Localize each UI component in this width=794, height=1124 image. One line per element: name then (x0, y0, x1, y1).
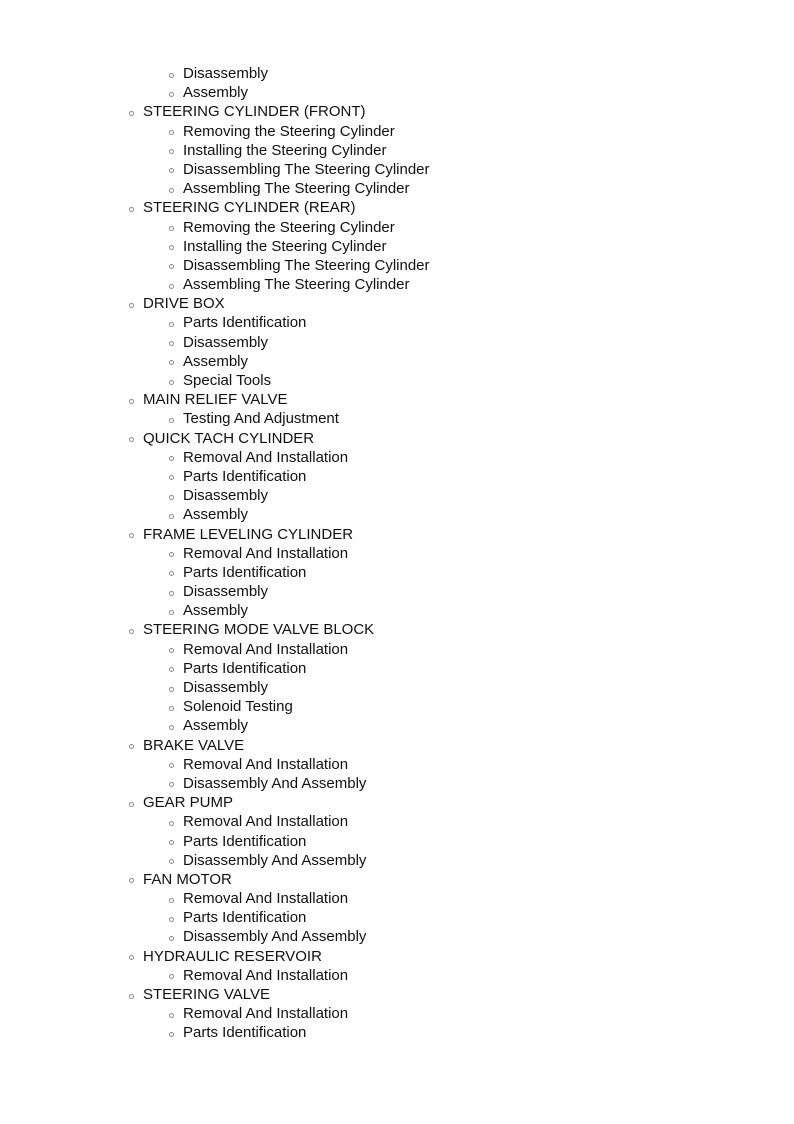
toc-item-label: Assembly (183, 352, 249, 370)
bullet-icon (169, 149, 174, 154)
toc-item-label: Assembly (183, 717, 249, 735)
bullet-icon (169, 380, 174, 385)
bullet-icon (169, 360, 174, 365)
bullet-icon (129, 111, 134, 116)
toc-subsection[interactable] (0, 601, 794, 620)
toc-section[interactable] (0, 736, 794, 755)
toc-item-label: Parts Identification (183, 563, 307, 581)
toc-item-label: Assembly (183, 84, 249, 102)
toc-item-label: Disassembly And Assembly (183, 774, 367, 792)
toc-item-label: Assembly (183, 602, 249, 620)
toc-subsection[interactable] (0, 275, 794, 294)
bullet-icon (129, 629, 134, 634)
toc-item-label: Disassembly (183, 65, 269, 82)
toc-item-label: Disassembly (183, 679, 269, 696)
toc-section[interactable] (0, 198, 794, 217)
toc-section[interactable] (0, 985, 794, 1004)
toc-item-label: Disassembling The Steering Cylinder (183, 160, 430, 178)
bullet-icon (169, 418, 174, 423)
toc-subsection[interactable] (0, 218, 794, 237)
toc-subsection[interactable] (0, 64, 794, 83)
bullet-icon (169, 974, 174, 979)
toc-section[interactable] (0, 870, 794, 889)
toc-item-label: HYDRAULIC RESERVOIR (143, 947, 322, 965)
toc-item-label: FRAME LEVELING CYLINDER (143, 525, 354, 543)
toc-item-label: BRAKE VALVE (143, 736, 245, 754)
toc-item-label: Removal And Installation (183, 755, 349, 773)
bullet-icon (169, 552, 174, 557)
toc-item-label: Removal And Installation (183, 813, 349, 831)
toc-item-label: Installing the Steering Cylinder (183, 141, 387, 159)
toc-subsection[interactable] (0, 851, 794, 870)
toc-subsection[interactable] (0, 160, 794, 179)
toc-subsection[interactable] (0, 774, 794, 793)
bullet-icon (129, 399, 134, 404)
bullet-icon (169, 264, 174, 269)
toc-subsection[interactable] (0, 352, 794, 371)
toc-item-label: Installing the Steering Cylinder (183, 237, 387, 255)
toc-subsection[interactable] (0, 256, 794, 275)
toc-subsection[interactable] (0, 812, 794, 831)
toc-item-label: Parts Identification (183, 1024, 307, 1042)
toc-subsection[interactable] (0, 333, 794, 352)
toc-subsection[interactable] (0, 755, 794, 774)
toc-item-label: Assembling The Steering Cylinder (183, 180, 410, 198)
bullet-icon (169, 667, 174, 672)
bullet-icon (129, 994, 134, 999)
toc-subsection[interactable] (0, 563, 794, 582)
bullet-icon (169, 840, 174, 845)
toc-item-label: Disassembly (183, 333, 269, 351)
toc-item-label: Parts Identification (183, 909, 307, 927)
toc-item-label: Assembly (183, 506, 249, 524)
toc-subsection[interactable] (0, 927, 794, 946)
bullet-icon (169, 341, 174, 346)
bullet-icon (169, 73, 174, 78)
toc-subsection[interactable] (0, 486, 794, 505)
toc-subsection[interactable] (0, 697, 794, 716)
toc-item-label: Parts Identification (183, 659, 307, 677)
bullet-icon (169, 1032, 174, 1037)
bullet-icon (169, 245, 174, 250)
toc-subsection[interactable] (0, 716, 794, 735)
toc-section[interactable] (0, 390, 794, 409)
toc-subsection[interactable] (0, 582, 794, 601)
bullet-icon (169, 591, 174, 596)
toc-subsection[interactable] (0, 544, 794, 563)
toc-item-label: Parts Identification (183, 467, 307, 485)
bullet-icon (169, 571, 174, 576)
toc-section[interactable] (0, 947, 794, 966)
toc-subsection[interactable] (0, 237, 794, 256)
bullet-icon (169, 917, 174, 922)
bullet-icon (169, 936, 174, 941)
toc-subsection[interactable] (0, 313, 794, 332)
toc-subsection[interactable] (0, 832, 794, 851)
toc-subsection[interactable] (0, 122, 794, 141)
bullet-icon (169, 782, 174, 787)
bullet-icon (169, 456, 174, 461)
toc-subsection[interactable] (0, 1023, 794, 1042)
toc-item-label: Parts Identification (183, 832, 307, 850)
toc-item-label: Testing And Adjustment (183, 410, 339, 428)
toc-item-label: QUICK TACH CYLINDER (143, 429, 315, 447)
toc-item-label: Removal And Installation (183, 448, 349, 466)
bullet-icon (169, 495, 174, 500)
bullet-icon (129, 533, 134, 538)
toc-item-label: DRIVE BOX (143, 295, 225, 313)
toc-item-label: Removal And Installation (183, 640, 349, 658)
toc-subsection[interactable] (0, 179, 794, 198)
bullet-icon (169, 821, 174, 826)
bullet-icon (169, 130, 174, 135)
bullet-icon (129, 744, 134, 749)
toc-item-label: MAIN RELIEF VALVE (143, 391, 288, 409)
toc-item-label: Assembling The Steering Cylinder (183, 276, 410, 294)
bullet-icon (169, 706, 174, 711)
toc-item-label: Disassembly (183, 583, 269, 601)
toc-item-label: Solenoid Testing (183, 698, 293, 716)
toc-item-label: STEERING VALVE (143, 986, 270, 1003)
toc-section[interactable] (0, 793, 794, 812)
toc-item-label: FAN MOTOR (143, 870, 232, 888)
toc-item-label: STEERING CYLINDER (REAR) (143, 199, 356, 217)
toc-subsection[interactable] (0, 889, 794, 908)
toc-subsection[interactable] (0, 141, 794, 160)
bullet-icon (169, 648, 174, 653)
toc-section[interactable] (0, 294, 794, 313)
toc-subsection[interactable] (0, 505, 794, 524)
bullet-icon (169, 92, 174, 97)
bullet-icon (169, 610, 174, 615)
bullet-icon (169, 284, 174, 289)
toc-subsection[interactable] (0, 83, 794, 102)
toc-item-label: Special Tools (183, 372, 272, 389)
bullet-icon (129, 207, 134, 212)
toc-item-label: Disassembling The Steering Cylinder (183, 256, 430, 274)
table-of-contents (0, 64, 794, 1043)
toc-section[interactable] (0, 620, 794, 639)
toc-subsection[interactable] (0, 409, 794, 428)
toc-subsection[interactable] (0, 448, 794, 467)
bullet-icon (169, 514, 174, 519)
toc-item-label: STEERING MODE VALVE BLOCK (143, 621, 375, 639)
toc-subsection[interactable] (0, 1004, 794, 1023)
bullet-icon (169, 763, 174, 768)
bullet-icon (169, 475, 174, 480)
bullet-icon (169, 168, 174, 173)
bullet-icon (169, 725, 174, 730)
toc-subsection[interactable] (0, 371, 794, 390)
toc-item-label: Parts Identification (183, 314, 307, 332)
toc-subsection[interactable] (0, 678, 794, 697)
toc-item-label: Disassembly (183, 487, 269, 505)
bullet-icon (169, 1013, 174, 1018)
bullet-icon (169, 687, 174, 692)
bullet-icon (129, 303, 134, 308)
toc-subsection[interactable] (0, 966, 794, 985)
toc-item-label: Removal And Installation (183, 890, 349, 908)
toc-item-label: Disassembly And Assembly (183, 851, 367, 869)
bullet-icon (129, 802, 134, 807)
toc-section[interactable] (0, 102, 794, 121)
toc-section[interactable] (0, 429, 794, 448)
bullet-icon (169, 188, 174, 193)
toc-item-label: Removing the Steering Cylinder (183, 218, 395, 236)
bullet-icon (169, 226, 174, 231)
bullet-icon (169, 898, 174, 903)
toc-subsection[interactable] (0, 908, 794, 927)
toc-item-label: Removal And Installation (183, 966, 349, 984)
toc-item-label: GEAR PUMP (143, 794, 234, 812)
bullet-icon (129, 955, 134, 960)
toc-item-label: STEERING CYLINDER (FRONT) (143, 103, 366, 121)
bullet-icon (129, 878, 134, 883)
bullet-icon (169, 322, 174, 327)
toc-item-label: Disassembly And Assembly (183, 928, 367, 946)
toc-subsection[interactable] (0, 659, 794, 678)
toc-item-label: Removing the Steering Cylinder (183, 122, 395, 140)
toc-section[interactable] (0, 525, 794, 544)
bullet-icon (129, 437, 134, 442)
toc-subsection[interactable] (0, 467, 794, 486)
toc-item-label: Removal And Installation (183, 544, 349, 562)
toc-item-label: Removal And Installation (183, 1005, 349, 1023)
bullet-icon (169, 859, 174, 864)
toc-subsection[interactable] (0, 640, 794, 659)
